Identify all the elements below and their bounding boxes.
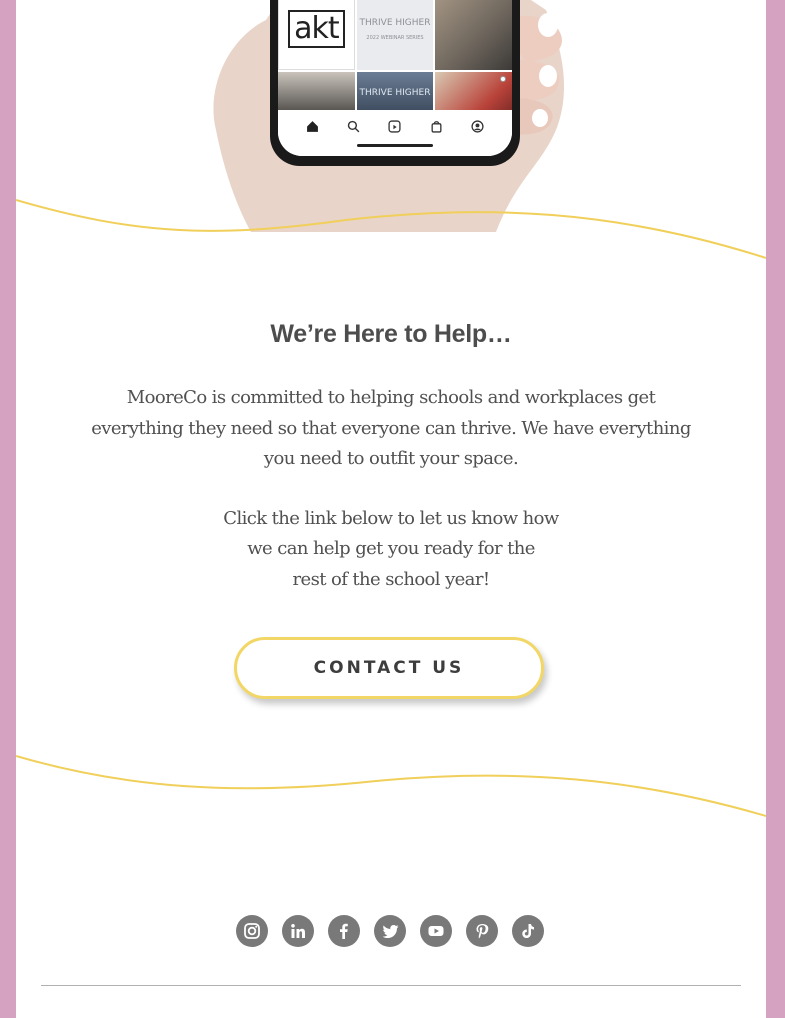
profile-icon <box>471 120 484 133</box>
photo-grid <box>278 0 512 114</box>
pinterest-icon[interactable] <box>466 915 498 947</box>
gold-wave-divider <box>16 748 766 828</box>
reels-icon <box>388 120 401 133</box>
instagram-icon[interactable] <box>236 915 268 947</box>
facebook-icon[interactable] <box>328 915 360 947</box>
grid-tile <box>278 72 355 114</box>
home-indicator <box>357 144 433 147</box>
akt-logo: akt <box>288 10 345 48</box>
intro-paragraph: MooreCo is committed to helping schools and workplaces get everything they need so that everyone can thrive. We have everything you need to outfit your space. <box>91 387 691 469</box>
social-links <box>236 915 544 947</box>
grid-tile <box>435 72 512 114</box>
section-heading: We’re Here to Help… <box>270 320 512 348</box>
help-section <box>16 320 766 595</box>
home-icon <box>306 120 319 133</box>
grid-tile <box>357 72 434 114</box>
cta-paragraph <box>91 504 691 596</box>
tile-subcaption: 2022 WEBINAR SERIES <box>366 34 424 41</box>
grid-tile <box>435 0 512 70</box>
gold-wave-divider <box>16 190 766 270</box>
grid-tile <box>357 0 434 70</box>
contact-us-button[interactable]: CONTACT US <box>234 637 544 699</box>
camera-icon <box>500 76 506 82</box>
cta-paragraph-line: we can help get you ready for the <box>247 538 535 559</box>
tile-caption: THRIVE HIGHER <box>359 17 431 28</box>
phone-mockup <box>270 0 520 166</box>
cta-paragraph-line: Click the link below to let us know how <box>223 507 559 529</box>
tiktok-icon[interactable] <box>512 915 544 947</box>
phone-tab-bar <box>278 110 512 156</box>
youtube-icon[interactable] <box>420 915 452 947</box>
search-icon <box>347 120 360 133</box>
phone-screen <box>278 0 512 156</box>
twitter-icon[interactable] <box>374 915 406 947</box>
cta-paragraph-line: rest of the school year! <box>292 568 490 590</box>
grid-tile <box>278 0 355 70</box>
footer-divider <box>41 985 741 986</box>
email-body <box>16 0 766 1018</box>
tile-caption: THRIVE HIGHER <box>359 88 431 98</box>
linkedin-icon[interactable] <box>282 915 314 947</box>
shop-icon <box>430 120 443 133</box>
